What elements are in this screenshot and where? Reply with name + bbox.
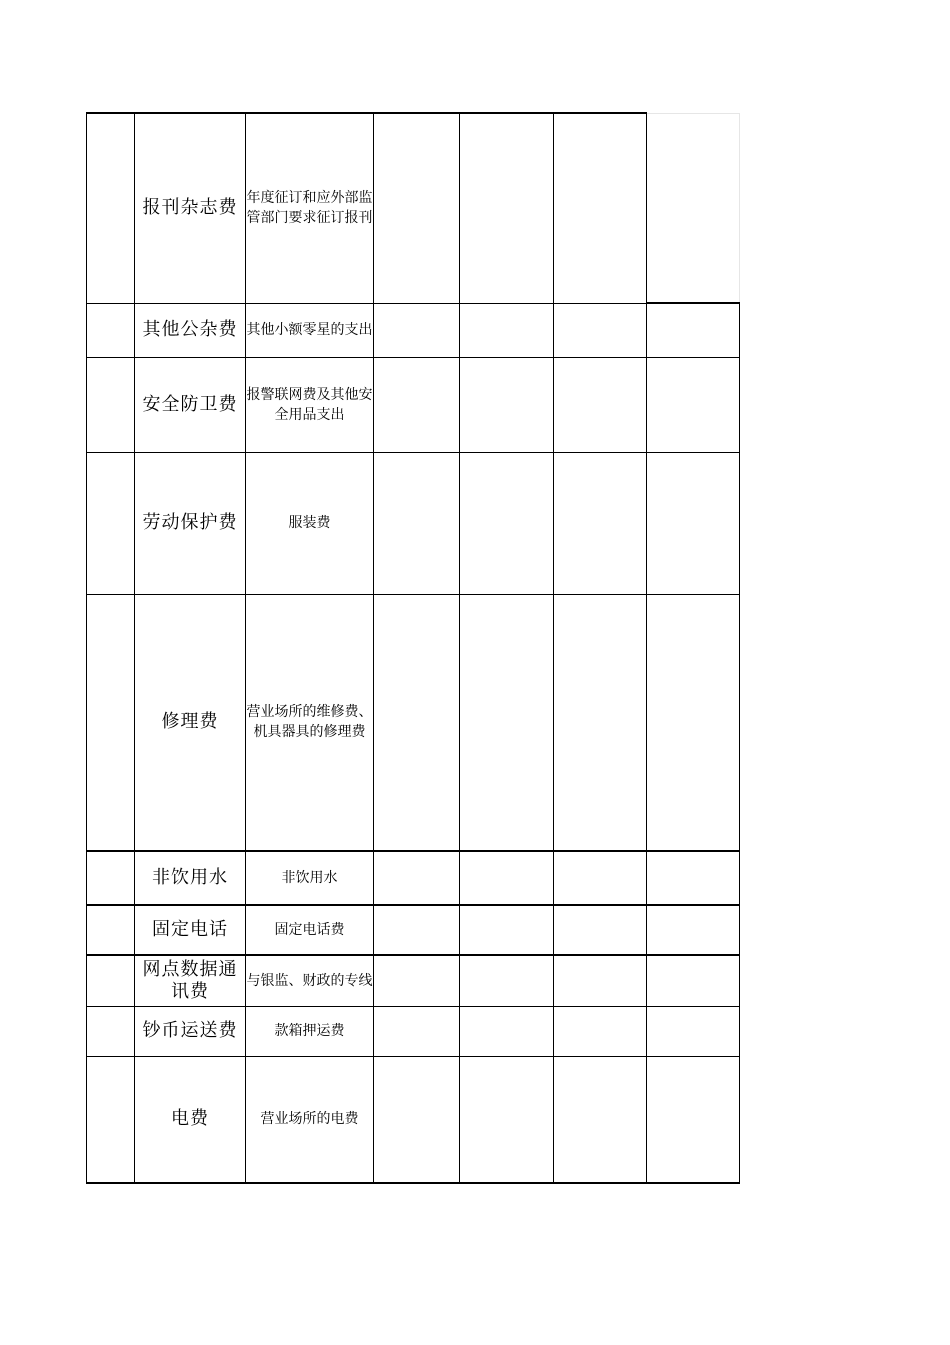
expense-name-cell: 网点数据通讯费 (135, 955, 246, 1006)
table-row (87, 594, 740, 851)
index-cell (87, 452, 135, 594)
empty-cell (647, 1056, 740, 1183)
empty-cell (647, 594, 740, 851)
empty-cell (374, 303, 460, 357)
empty-cell (554, 955, 647, 1006)
empty-cell (554, 851, 647, 905)
expense-name-cell: 电费 (135, 1056, 246, 1183)
table-row (87, 113, 740, 303)
table-row (87, 1056, 740, 1183)
empty-cell (647, 905, 740, 955)
index-cell (87, 303, 135, 357)
empty-cell (554, 905, 647, 955)
index-cell (87, 851, 135, 905)
empty-cell (460, 357, 554, 452)
index-cell (87, 1056, 135, 1183)
empty-cell (647, 1006, 740, 1056)
expense-desc-cell: 营业场所的维修费、机具器具的修理费 (246, 594, 374, 851)
expense-name-cell: 钞币运送费 (135, 1006, 246, 1056)
table-row (87, 452, 740, 594)
table-row (87, 851, 740, 905)
empty-cell (460, 303, 554, 357)
empty-cell (460, 594, 554, 851)
expense-name-cell: 修理费 (135, 594, 246, 851)
empty-cell (460, 113, 554, 303)
empty-cell (554, 113, 647, 303)
empty-cell (374, 452, 460, 594)
empty-cell (374, 955, 460, 1006)
empty-cell (374, 851, 460, 905)
expense-name-cell: 报刊杂志费 (135, 113, 246, 303)
expense-desc-cell: 服装费 (246, 452, 374, 594)
expense-name-cell: 劳动保护费 (135, 452, 246, 594)
expense-name-cell: 其他公杂费 (135, 303, 246, 357)
empty-cell (554, 452, 647, 594)
expense-desc-cell: 年度征订和应外部监管部门要求征订报刊 (246, 113, 374, 303)
empty-cell (554, 1006, 647, 1056)
empty-cell (647, 357, 740, 452)
empty-cell (554, 1056, 647, 1183)
empty-cell (647, 303, 740, 357)
empty-cell (554, 303, 647, 357)
empty-cell (460, 1006, 554, 1056)
empty-cell (374, 594, 460, 851)
empty-cell (647, 955, 740, 1006)
empty-cell (460, 851, 554, 905)
index-cell (87, 1006, 135, 1056)
expense-table (86, 112, 740, 1184)
expense-desc-cell: 固定电话费 (246, 905, 374, 955)
expense-desc-cell: 与银监、财政的专线 (246, 955, 374, 1006)
empty-cell (460, 955, 554, 1006)
empty-cell (374, 1006, 460, 1056)
index-cell (87, 357, 135, 452)
empty-cell (374, 113, 460, 303)
empty-cell (647, 851, 740, 905)
index-cell (87, 594, 135, 851)
empty-cell (374, 357, 460, 452)
empty-cell (460, 452, 554, 594)
expense-desc-cell: 报警联网费及其他安全用品支出 (246, 357, 374, 452)
expense-name-cell: 安全防卫费 (135, 357, 246, 452)
empty-cell (374, 905, 460, 955)
table-row (87, 357, 740, 452)
empty-cell (460, 905, 554, 955)
index-cell (87, 905, 135, 955)
empty-cell (554, 594, 647, 851)
expense-name-cell: 固定电话 (135, 905, 246, 955)
table-row (87, 955, 740, 1006)
index-cell (87, 955, 135, 1006)
expense-desc-cell: 非饮用水 (246, 851, 374, 905)
empty-cell (647, 113, 740, 303)
index-cell (87, 113, 135, 303)
empty-cell (460, 1056, 554, 1183)
table-row (87, 905, 740, 955)
table-row (87, 303, 740, 357)
expense-desc-cell: 款箱押运费 (246, 1006, 374, 1056)
empty-cell (647, 452, 740, 594)
table-row (87, 1006, 740, 1056)
expense-name-cell: 非饮用水 (135, 851, 246, 905)
empty-cell (374, 1056, 460, 1183)
expense-desc-cell: 营业场所的电费 (246, 1056, 374, 1183)
empty-cell (554, 357, 647, 452)
expense-desc-cell: 其他小额零星的支出 (246, 303, 374, 357)
